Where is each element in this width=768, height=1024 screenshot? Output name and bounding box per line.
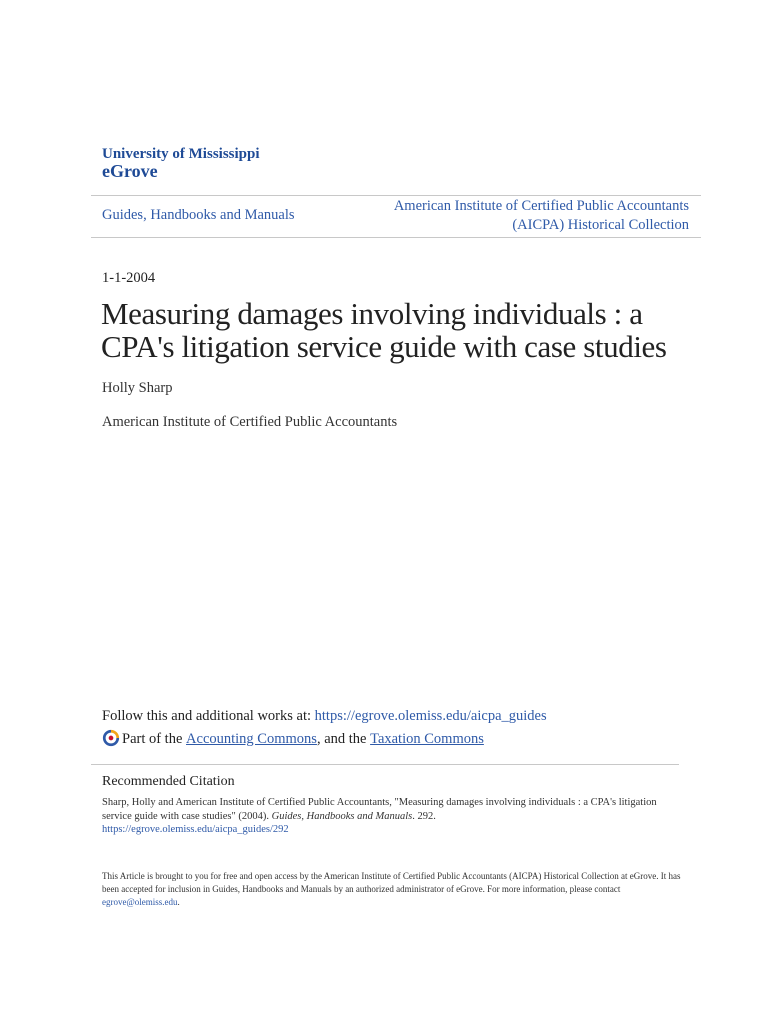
citation-url-link[interactable]: https://egrove.olemiss.edu/aicpa_guides/292 (102, 824, 289, 835)
publication-date: 1-1-2004 (102, 270, 156, 286)
footer-end: . (177, 897, 180, 907)
divider (91, 764, 679, 765)
citation-body: Sharp, Holly and American Institute of Certified Public Accountants, "Measuring damages involving individuals : a CPA's litigation service guide with case studies" (2004). (102, 797, 657, 822)
part-of-middle: , and the (316, 730, 367, 747)
divider (91, 237, 701, 238)
collection-link-line2[interactable]: (AICPA) Historical Collection (512, 217, 689, 233)
document-title: Measuring damages involving individuals : a CPA's litigation service guide with case studies (101, 296, 667, 364)
footer-text: This Article is brought to you for free and open access by the American Institute of Certified Public Accountants (AICPA) Historical Collection at eGrove. It has been accepted for inclusion in Guides, Handbooks and Manuals by an authorized administrator of eGrove. For more information, please contact (102, 871, 681, 894)
taxation-commons-link[interactable]: Taxation Commons (370, 730, 484, 747)
citation-series: Guides, Handbooks and Manuals (271, 810, 413, 822)
collection-link-line1[interactable]: American Institute of Certified Public Accountants (393, 198, 689, 214)
author-name: Holly Sharp (102, 380, 173, 396)
accounting-commons-link[interactable]: Accounting Commons (186, 730, 317, 747)
follow-prefix: Follow this and additional works at: (102, 708, 315, 724)
series-link[interactable]: Guides, Handbooks and Manuals (102, 207, 295, 223)
citation-text (102, 796, 682, 823)
organization-name: American Institute of Certified Public Accountants (102, 414, 398, 430)
divider (91, 195, 701, 196)
network-commons-icon (102, 729, 120, 747)
follow-line (102, 708, 547, 725)
contact-email-link[interactable]: egrove@olemiss.edu (102, 897, 178, 907)
citation-heading: Recommended Citation (102, 774, 235, 789)
part-of-line (102, 730, 484, 748)
citation-number: . 292. (412, 810, 436, 822)
university-name: University of Mississippi (102, 146, 260, 162)
footer-notice (102, 870, 682, 909)
collection-link[interactable] (394, 197, 689, 235)
repository-name[interactable]: eGrove (102, 161, 158, 181)
follow-url-link[interactable]: https://egrove.olemiss.edu/aicpa_guides (314, 708, 547, 724)
part-of-prefix: Part of the (122, 730, 183, 747)
